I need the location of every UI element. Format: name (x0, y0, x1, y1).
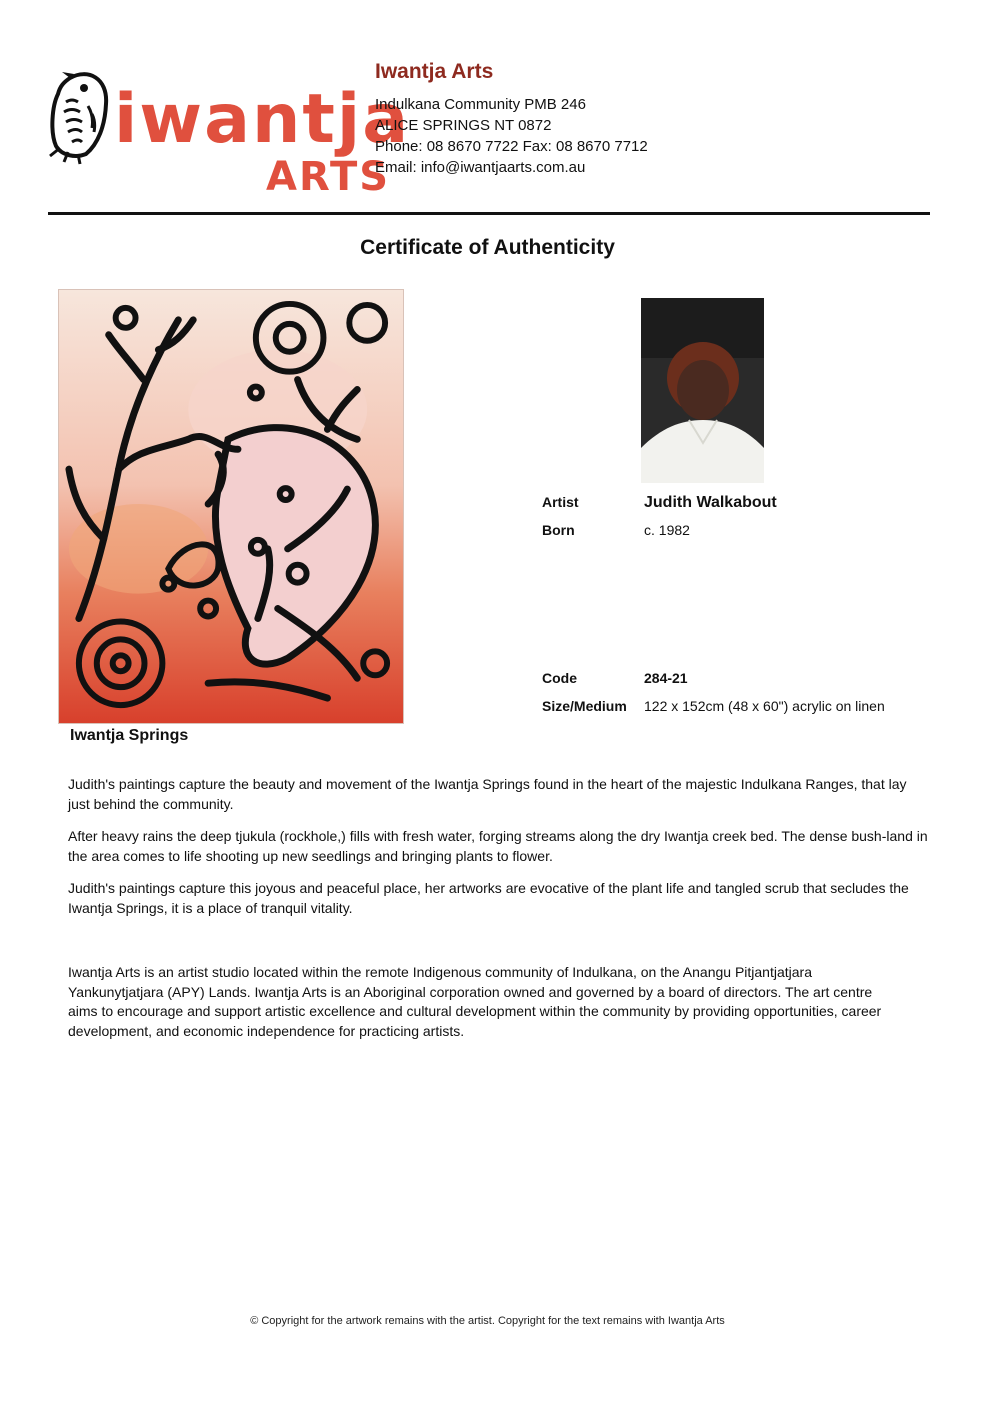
artwork-title: Iwantja Springs (70, 727, 189, 744)
size-medium-label: Size/Medium (542, 698, 627, 714)
logo-sub: ARTS (266, 154, 391, 200)
address-line-1: Indulkana Community PMB 246 (375, 96, 586, 113)
header-divider (48, 212, 930, 215)
description-paragraph-2: After heavy rains the deep tjukula (rockhole,) fills with fresh water, forging streams along the dry Iwantja creek bed. The dense bush-land in the area comes to life shooting up new seedlings and bringing plants to flower. (68, 828, 928, 864)
code-value: 284-21 (644, 670, 688, 686)
phone-fax-line: Phone: 08 8670 7722 Fax: 08 8670 7712 (375, 138, 648, 155)
artist-portrait (641, 298, 764, 483)
address-line-2: ALICE SPRINGS NT 0872 (375, 117, 552, 134)
size-medium-value: 122 x 152cm (48 x 60") acrylic on linen (644, 698, 885, 714)
iwantja-arts-logo (48, 66, 411, 200)
artwork-image (58, 289, 404, 724)
org-name: Iwantja Arts (375, 60, 494, 83)
about-paragraph: Iwantja Arts is an artist studio located within the remote Indigenous community of Indulkana, on the Anangu Pitjantjatjara Yankunytjatjara (APY) Lands. Iwantja Arts is an Aboriginal corporation owned and governed by a board of directors. The art centre aims to encourage and support artistic excellence and cultural development within the community by providing opportunities, career development, and economic independence for practicing artists. (68, 964, 882, 1039)
born-label: Born (542, 522, 575, 538)
code-label: Code (542, 670, 577, 686)
artist-name: Judith Walkabout (644, 494, 777, 511)
description-paragraph-3: Judith's paintings capture this joyous and peaceful place, her artworks are evocative of the plant life and tangled scrub that secludes the Iwantja Springs, it is a place of tranquil vitality. (68, 880, 909, 916)
email-line: Email: info@iwantjaarts.com.au (375, 159, 586, 176)
bird-icon (50, 72, 106, 164)
copyright-footer: © Copyright for the artwork remains with the artist. Copyright for the text remains with Iwantja Arts (250, 1315, 725, 1327)
certificate-title: Certificate of Authenticity (360, 236, 615, 259)
born-value: c. 1982 (644, 522, 690, 538)
description-paragraph-1: Judith's paintings capture the beauty and movement of the Iwantja Springs found in the heart of the majestic Indulkana Ranges, that lay just behind the community. (68, 776, 907, 812)
logo-wordmark: iwantja (114, 80, 411, 159)
artist-label: Artist (542, 494, 579, 510)
